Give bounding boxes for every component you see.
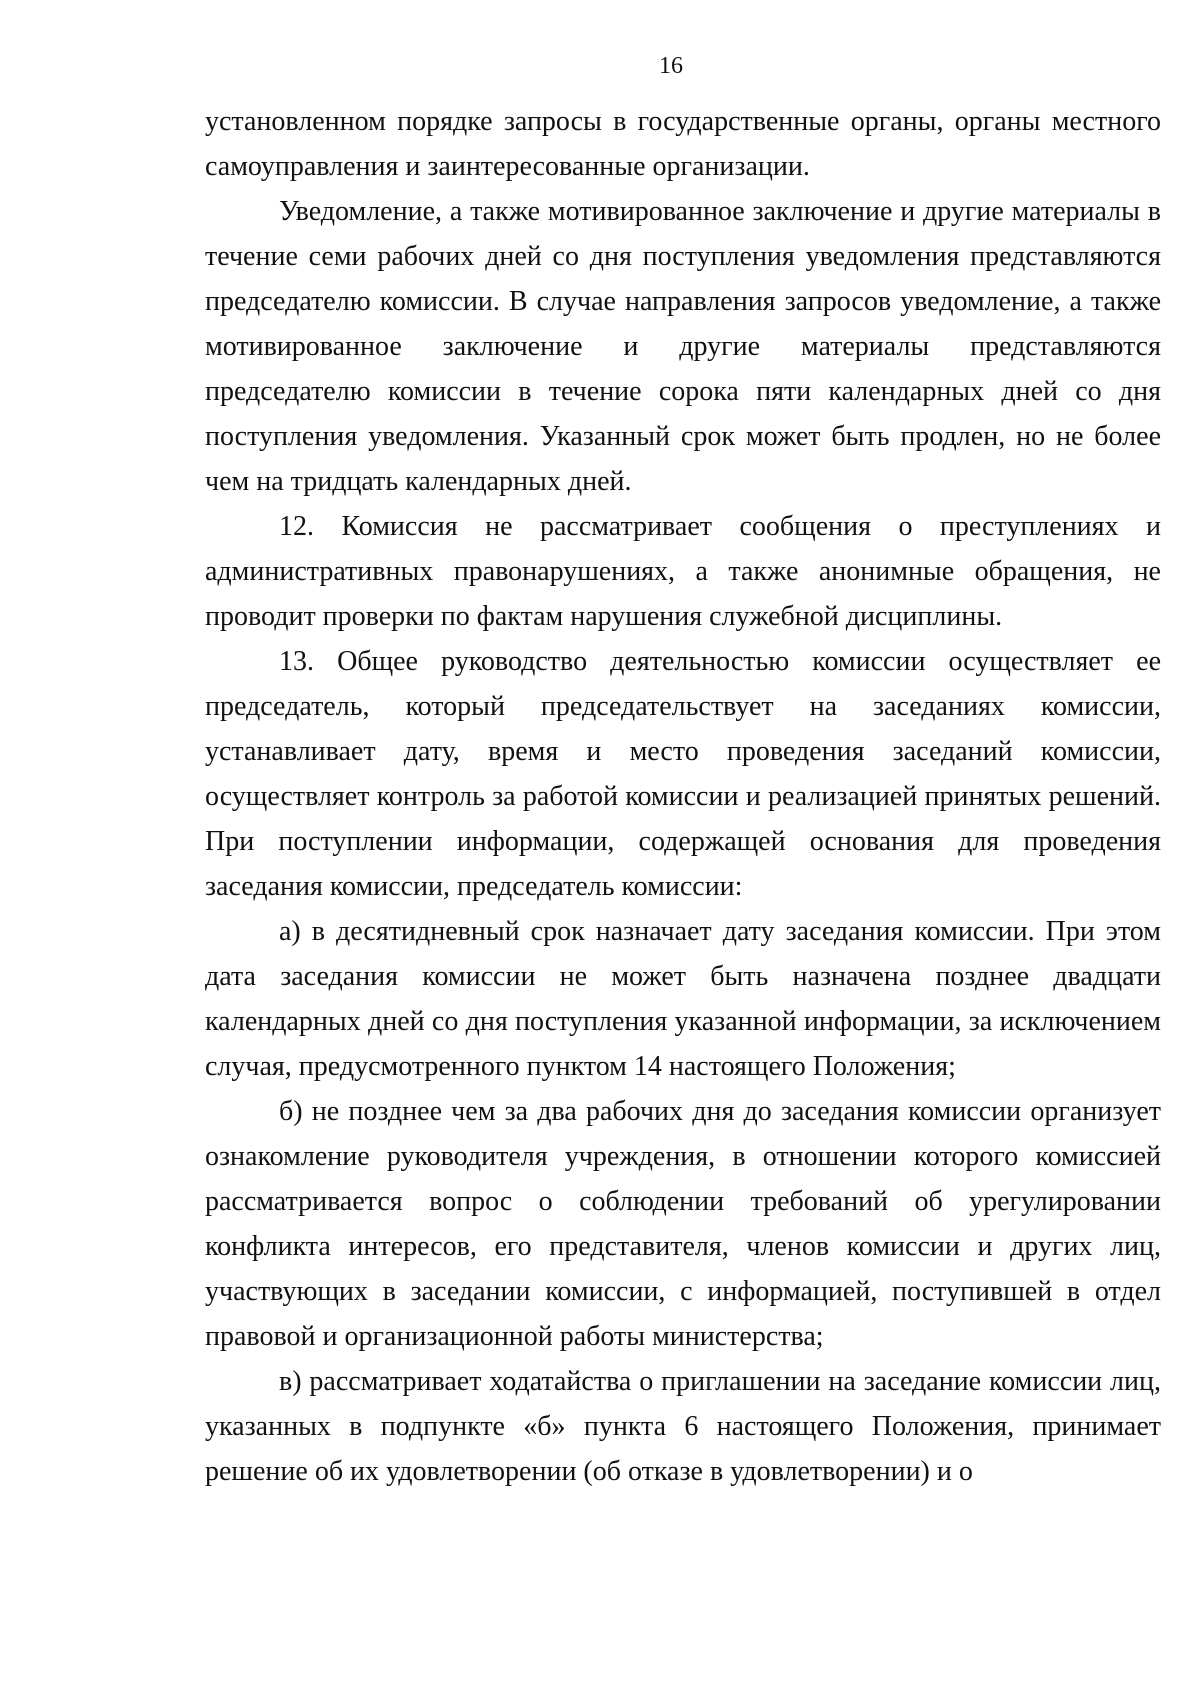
paragraph-continued-requests: установленном порядке запросы в государственные органы, органы местного самоуправления и заинтересованные организации.: [205, 106, 1161, 182]
paragraph-subitem-a: а) в десятидневный срок назначает дату заседания комиссии. При этом дата заседания комиссии не может быть назначена позднее двадцати календарных дней со дня поступления указанной информации, за исключением случая, предусмотренного пунктом 14 настоящего Положения;: [205, 916, 1161, 1082]
paragraph-item-12: 12. Комиссия не рассматривает сообщения о преступлениях и административных правонарушениях, а также анонимные обращения, не проводит проверки по фактам нарушения служебной дисциплины.: [205, 511, 1161, 632]
page-number: 16: [659, 53, 683, 79]
paragraph-item-13: 13. Общее руководство деятельностью комиссии осуществляет ее председатель, который председательствует на заседаниях комиссии, устанавливает дату, время и место проведения заседаний комиссии, осуществляет контроль за работой комиссии и реализацией принятых решений. При поступлении информации, содержащей основания для проведения заседания комиссии, председатель комиссии:: [205, 646, 1161, 902]
paragraph-subitem-b: б) не позднее чем за два рабочих дня до заседания комиссии организует ознакомление руководителя учреждения, в отношении которого комиссией рассматривается вопрос о соблюдении требований об урегулировании конфликта интересов, его представителя, членов комиссии и других лиц, участвующих в заседании комиссии, с информацией, поступившей в отдел правовой и организационной работы министерства;: [205, 1096, 1161, 1352]
paragraph-subitem-v: в) рассматривает ходатайства о приглашении на заседание комиссии лиц, указанных в подпункте «б» пункта 6 настоящего Положения, принимает решение об их удовлетворении (об отказе в удовлетворении) и о: [205, 1366, 1161, 1487]
document-body: [205, 99, 1161, 1494]
paragraph-notification-deadlines: Уведомление, а также мотивированное заключение и другие материалы в течение семи рабочих дней со дня поступления уведомления представляются председателю комиссии. В случае направления запросов уведомление, а также мотивированное заключение и другие материалы представляются председателю комиссии в течение сорока пяти календарных дней со дня поступления уведомления. Указанный срок может быть продлен, но не более чем на тридцать календарных дней.: [205, 196, 1161, 497]
